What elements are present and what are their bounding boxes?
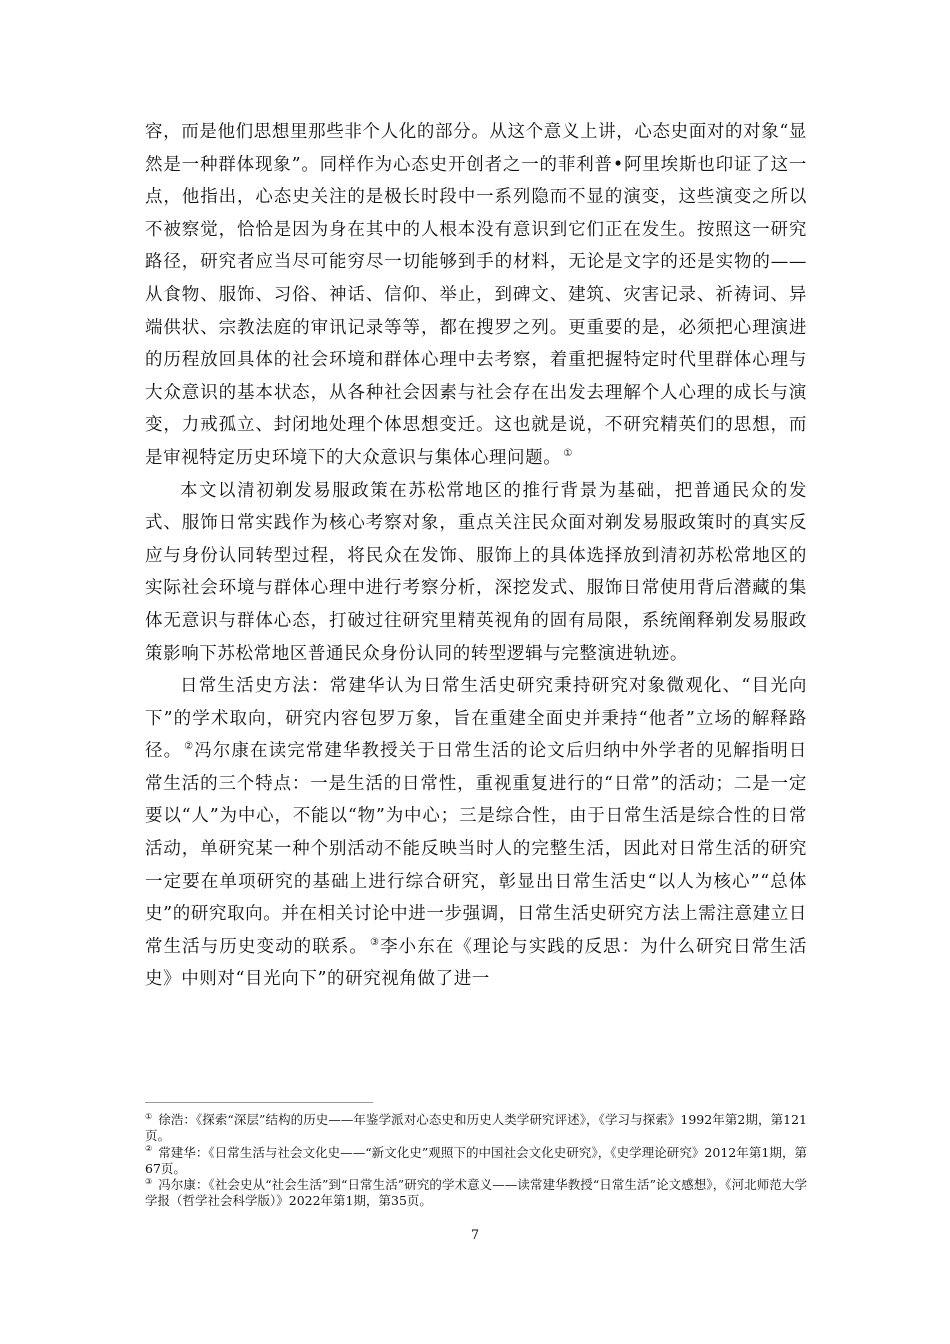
page-number: 7 <box>470 1228 480 1243</box>
paragraph-text: 冯尔康在读完常建华教授关于日常生活的论文后归纳中外学者的见解指明日常生活的三个特点：一是生活的日常性，重视重复进行的“日常”的活动；二是一定要以“人”为中心，不能以“物”为中心；三是综合性，由于日常生活是综合性的日常活动，单研究某一种个别活动不能反映当时人的完整生活，因此对日常生活的研究一定要在单项研究的基础上进行综合研究，彰显出日常生活史“以人为核心”“总体史”的研究取向。并在相关讨论中进一步强调，日常生活史研究方法上需注意建立日常生活与历史变动的联系。 <box>145 741 807 957</box>
paragraph-text: 李小东在《理论与实践的反思：为什么研究日常生活史》中则对“目光向下”的研究视角做了进一 <box>145 936 807 990</box>
footnotes-section <box>145 1112 807 1210</box>
paragraph-daily-life-method <box>145 670 807 996</box>
paragraph-text: 本文以清初剃发易服政策在苏松常地区的推行背景为基础，把普通民众的发式、服饰日常实践作为核心考察对象，重点关注民众面对剃发易服政策时的真实反应与身份认同转型过程，将民众在发饰、服饰上的具体选择放到清初苏松常地区的实际社会环境与群体心理中进行考察分析，深挖发式、服饰日常使用背后潜藏的集体无意识与群体心态，打破过往研究里精英视角的固有局限，系统阐释剃发易服政策影响下苏松常地区普通民众身份认同的转型逻辑与完整演进轨迹。 <box>145 480 807 664</box>
footnote-1 <box>145 1112 807 1145</box>
paragraph-text: 容，而是他们思想里那些非个人化的部分。从这个意义上讲，心态史面对的对象“显然是一种群体现象”。同样作为心态史开创者之一的菲利普•阿里埃斯也印证了这一点，他指出，心态史关注的是极长时段中一系列隐而不显的演变，这些演变之所以不被察觉，恰恰是因为身在其中的人根本没有意识到它们正在发生。按照这一研究路径，研究者应当尽可能穷尽一切能够到手的材料，无论是文字的还是实物的——从食物、服饰、习俗、神话、信仰、举止，到碑文、建筑、灾害记录、祈祷词、异端供状、宗教法庭的审讯记录等等，都在搜罗之列。更重要的是，必须把心理演进的历程放回具体的社会环境和群体心理中去考察，着重把握特定时代里群体心理与大众意识的基本状态，从各种社会因素与社会存在出发去理解个人心理的成长与演变，力戒孤立、封闭地处理个体思想变迁。这也就是说，不研究精英们的思想，而是审视特定历史环境下的大众意识与集体心理问题。 <box>145 122 807 468</box>
footnote-text: 常建华：《日常生活与社会文化史——“新文化史”观照下的中国社会文化史研究》，《史学理论研究》2012年第1期，第67页。 <box>145 1144 807 1176</box>
main-body-text <box>145 116 807 996</box>
footnote-mark: ① <box>145 1111 153 1121</box>
footnote-separator <box>145 1102 373 1103</box>
footnote-mark: ③ <box>145 1177 153 1187</box>
paragraph-research-scope <box>145 475 807 671</box>
footnote-2 <box>145 1145 807 1178</box>
footnote-reference-3[interactable]: ③ <box>370 937 381 949</box>
paragraph-mentality-history <box>145 116 807 475</box>
footnote-reference-2[interactable]: ② <box>184 741 195 753</box>
footnote-text: 冯尔康：《社会史从“社会生活”到“日常生活”研究的学术意义——读常建华教授“日常生活”论文感想》，《河北师范大学学报（哲学社会科学版）》2022年第1期，第35页。 <box>145 1177 807 1209</box>
footnote-reference-1[interactable]: ① <box>563 448 573 460</box>
paragraph-text: 日常生活史方法：常建华认为日常生活史研究秉持研究对象微观化、“目光向下”的学术取向，研究内容包罗万象，旨在重建全面史并秉持“他者”立场的解释路径。 <box>145 676 807 762</box>
footnote-mark: ② <box>145 1144 153 1154</box>
footnote-3 <box>145 1177 807 1210</box>
footnote-text: 徐浩：《探索“深层”结构的历史——年鉴学派对心态史和历史人类学研究评述》，《学习与探索》1992年第2期，第121页。 <box>145 1112 808 1144</box>
